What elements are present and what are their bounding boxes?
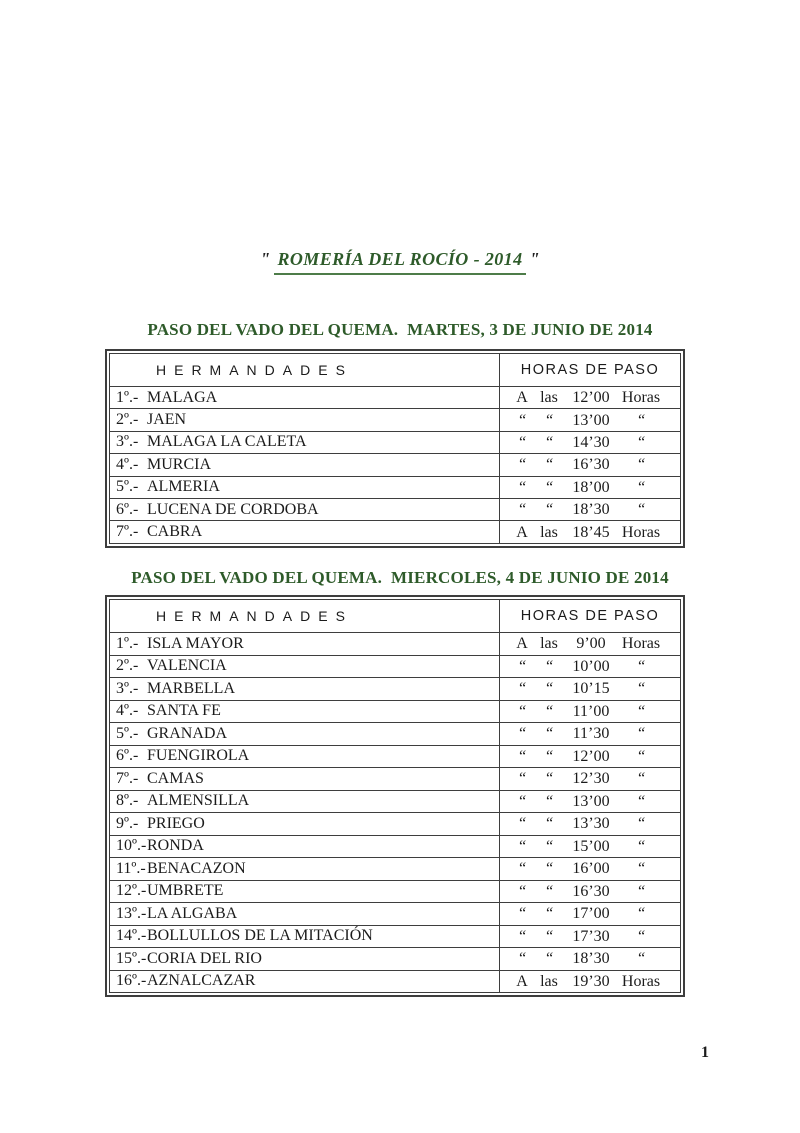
- time-prefix-las: “: [544, 927, 554, 945]
- row-ordinal: 2º.-: [116, 411, 139, 429]
- row-ordinal: 5º.-: [116, 478, 139, 496]
- row-ordinal: 5º.-: [116, 724, 139, 742]
- time-prefix-las: “: [544, 747, 554, 765]
- time-prefix-a: “: [517, 478, 527, 496]
- hermandad-cell: [110, 723, 500, 746]
- table-row: [110, 835, 681, 858]
- time-suffix-horas: “: [636, 792, 646, 810]
- time-cell: [500, 970, 681, 993]
- hermandad-cell: [110, 476, 500, 498]
- time-value: 11’00: [572, 702, 610, 720]
- time-prefix-a: “: [517, 725, 527, 743]
- row-ordinal: 3º.-: [116, 433, 139, 451]
- time-prefix-las: “: [544, 411, 554, 429]
- time-suffix-horas: “: [636, 501, 646, 519]
- table-row: [110, 880, 681, 903]
- time-box: [500, 791, 680, 812]
- time-suffix-horas: “: [636, 860, 646, 878]
- hermandad-name: MARBELLA: [147, 679, 235, 697]
- table-miercoles: [109, 599, 681, 993]
- time-box: [500, 522, 680, 543]
- hermandad-name: PRIEGO: [147, 814, 205, 832]
- time-cell: [500, 476, 681, 498]
- table-row: [110, 768, 681, 791]
- table-row: [110, 948, 681, 971]
- time-prefix-a: “: [517, 815, 527, 833]
- time-prefix-las: “: [544, 725, 554, 743]
- table-row: [110, 409, 681, 431]
- hermandad-cell: [110, 813, 500, 836]
- time-prefix-las: “: [544, 815, 554, 833]
- hermandad-cell: [110, 925, 500, 948]
- time-prefix-a: “: [517, 770, 527, 788]
- hermandad-cell: [110, 903, 500, 926]
- hermandad-name: JAEN: [147, 411, 187, 429]
- time-prefix-las: “: [544, 702, 554, 720]
- time-prefix-las: “: [544, 478, 554, 496]
- time-cell: [500, 723, 681, 746]
- table-row: [110, 454, 681, 476]
- hermandad-name: SANTA FE: [147, 702, 221, 720]
- time-prefix-las: “: [544, 950, 554, 968]
- column-header-horas-de-paso: HORAS DE PASO: [500, 354, 681, 387]
- time-suffix-horas: Horas: [621, 972, 661, 990]
- time-prefix-a: “: [517, 792, 527, 810]
- hermandad-cell: [110, 970, 500, 993]
- time-cell: [500, 498, 681, 520]
- time-suffix-horas: “: [636, 456, 646, 474]
- time-cell: [500, 925, 681, 948]
- time-prefix-a: A: [516, 389, 528, 407]
- hermandad-name: MALAGA: [147, 388, 218, 406]
- time-box: [500, 633, 680, 654]
- time-box: [500, 701, 680, 722]
- row-ordinal: 12º.-: [116, 882, 147, 900]
- row-ordinal: 14º.-: [116, 927, 147, 945]
- time-cell: [500, 387, 681, 409]
- time-value: 17’30: [572, 927, 610, 945]
- hermandad-name: FUENGIROLA: [147, 747, 250, 765]
- time-value: 16’30: [572, 456, 610, 474]
- hermandad-cell: [110, 790, 500, 813]
- title-text: ROMERÍA DEL ROCÍO - 2014: [274, 249, 527, 275]
- time-box: [500, 387, 680, 408]
- hermandad-cell: [110, 948, 500, 971]
- table-row: [110, 790, 681, 813]
- time-value: 18’00: [572, 478, 610, 496]
- time-prefix-a: “: [517, 433, 527, 451]
- hermandad-cell: [110, 498, 500, 520]
- time-suffix-horas: “: [636, 747, 646, 765]
- time-box: [500, 678, 680, 699]
- time-value: 12’00: [572, 747, 610, 765]
- time-suffix-horas: Horas: [621, 523, 661, 541]
- time-prefix-a: “: [517, 860, 527, 878]
- time-box: [500, 926, 680, 947]
- row-ordinal: 4º.-: [116, 702, 139, 720]
- time-prefix-las: las: [540, 523, 558, 541]
- time-suffix-horas: “: [636, 882, 646, 900]
- column-header-hermandades: HERMANDADES: [110, 354, 500, 387]
- table-row: [110, 970, 681, 993]
- hermandad-cell: [110, 409, 500, 431]
- time-prefix-las: “: [544, 657, 554, 675]
- time-prefix-las: “: [544, 905, 554, 923]
- time-prefix-las: “: [544, 501, 554, 519]
- time-box: [500, 813, 680, 834]
- time-cell: [500, 745, 681, 768]
- time-prefix-las: “: [544, 456, 554, 474]
- time-suffix-horas: “: [636, 411, 646, 429]
- table-row: [110, 521, 681, 543]
- time-suffix-horas: “: [636, 905, 646, 923]
- table-header-row: [110, 600, 681, 633]
- time-value: 18’30: [572, 501, 610, 519]
- hermandad-cell: [110, 454, 500, 476]
- time-box: [500, 836, 680, 857]
- time-suffix-horas: “: [636, 837, 646, 855]
- time-suffix-horas: “: [636, 657, 646, 675]
- time-prefix-a: “: [517, 501, 527, 519]
- time-cell: [500, 948, 681, 971]
- hermandad-cell: [110, 678, 500, 701]
- time-prefix-las: “: [544, 860, 554, 878]
- row-ordinal: 7º.-: [116, 523, 139, 541]
- time-suffix-horas: “: [636, 478, 646, 496]
- time-prefix-a: “: [517, 456, 527, 474]
- time-suffix-horas: “: [636, 680, 646, 698]
- row-ordinal: 2º.-: [116, 657, 139, 675]
- time-prefix-a: “: [517, 747, 527, 765]
- hermandad-name: ALMERIA: [147, 478, 220, 496]
- time-value: 12’00: [572, 389, 610, 407]
- row-ordinal: 11º.-: [116, 859, 146, 877]
- hermandad-cell: [110, 633, 500, 656]
- time-cell: [500, 655, 681, 678]
- time-suffix-horas: “: [636, 927, 646, 945]
- time-value: 12’30: [572, 770, 610, 788]
- time-box: [500, 903, 680, 924]
- hermandad-name: MURCIA: [147, 455, 212, 473]
- row-ordinal: 1º.-: [116, 634, 139, 652]
- table-row: [110, 678, 681, 701]
- time-value: 18’30: [572, 950, 610, 968]
- table-row: [110, 476, 681, 498]
- row-ordinal: 6º.-: [116, 747, 139, 765]
- row-ordinal: 1º.-: [116, 388, 139, 406]
- column-header-horas-de-paso: HORAS DE PASO: [500, 600, 681, 633]
- table-row: [110, 387, 681, 409]
- time-cell: [500, 409, 681, 431]
- hermandad-cell: [110, 431, 500, 453]
- time-cell: [500, 880, 681, 903]
- row-ordinal: 10º.-: [116, 837, 147, 855]
- time-cell: [500, 700, 681, 723]
- time-suffix-horas: “: [636, 950, 646, 968]
- table-row: [110, 903, 681, 926]
- time-box: [500, 948, 680, 969]
- hermandad-name: ISLA MAYOR: [147, 634, 244, 652]
- table-row: [110, 498, 681, 520]
- time-box: [500, 410, 680, 431]
- hermandad-cell: [110, 745, 500, 768]
- time-prefix-a: A: [516, 635, 528, 653]
- time-cell: [500, 813, 681, 836]
- time-prefix-las: las: [540, 972, 558, 990]
- table-row: [110, 858, 681, 881]
- table-row: [110, 925, 681, 948]
- hermandad-name: LUCENA DE CORDOBA: [147, 500, 319, 518]
- time-value: 16’30: [572, 882, 610, 900]
- time-prefix-a: “: [517, 927, 527, 945]
- time-prefix-las: “: [544, 792, 554, 810]
- row-ordinal: 13º.-: [116, 904, 147, 922]
- time-cell: [500, 633, 681, 656]
- row-ordinal: 6º.-: [116, 500, 139, 518]
- time-cell: [500, 521, 681, 543]
- hermandad-name: CABRA: [147, 523, 203, 541]
- hermandad-cell: [110, 655, 500, 678]
- time-prefix-a: “: [517, 702, 527, 720]
- time-cell: [500, 790, 681, 813]
- time-value: 10’00: [572, 657, 610, 675]
- row-ordinal: 9º.-: [116, 814, 139, 832]
- hermandad-cell: [110, 700, 500, 723]
- time-cell: [500, 903, 681, 926]
- document-title: [0, 249, 800, 270]
- column-header-hermandades: HERMANDADES: [110, 600, 500, 633]
- time-prefix-a: “: [517, 882, 527, 900]
- row-ordinal: 8º.-: [116, 792, 139, 810]
- hermandad-cell: [110, 521, 500, 543]
- hermandad-cell: [110, 768, 500, 791]
- time-value: 13’00: [572, 411, 610, 429]
- time-value: 17’00: [572, 905, 610, 923]
- time-value: 10’15: [572, 680, 610, 698]
- time-box: [500, 656, 680, 677]
- time-value: 14’30: [572, 433, 610, 451]
- time-suffix-horas: “: [636, 815, 646, 833]
- title-close-quote: ": [529, 249, 540, 269]
- time-cell: [500, 858, 681, 881]
- time-box: [500, 858, 680, 879]
- time-box: [500, 477, 680, 498]
- page-number: 1: [701, 1044, 709, 1061]
- time-prefix-a: “: [517, 950, 527, 968]
- hermandad-name: ALMENSILLA: [147, 792, 250, 810]
- table-row: [110, 633, 681, 656]
- time-prefix-a: “: [517, 680, 527, 698]
- time-suffix-horas: “: [636, 702, 646, 720]
- time-prefix-las: “: [544, 680, 554, 698]
- hermandad-name: CAMAS: [147, 769, 204, 787]
- time-suffix-horas: “: [636, 725, 646, 743]
- time-value: 13’30: [572, 815, 610, 833]
- hermandad-name: LA ALGABA: [147, 904, 238, 922]
- time-cell: [500, 454, 681, 476]
- hermandad-cell: [110, 880, 500, 903]
- time-box: [500, 881, 680, 902]
- row-ordinal: 15º.-: [116, 949, 147, 967]
- row-ordinal: 3º.-: [116, 679, 139, 697]
- time-prefix-a: “: [517, 837, 527, 855]
- table-row: [110, 813, 681, 836]
- time-suffix-horas: Horas: [621, 389, 661, 407]
- hermandad-name: RONDA: [147, 837, 204, 855]
- table-row: [110, 700, 681, 723]
- time-box: [500, 971, 680, 992]
- time-prefix-a: “: [517, 411, 527, 429]
- time-cell: [500, 768, 681, 791]
- time-suffix-horas: Horas: [621, 635, 661, 653]
- table-header-row: [110, 354, 681, 387]
- time-cell: [500, 431, 681, 453]
- time-box: [500, 454, 680, 475]
- hermandad-name: GRANADA: [147, 724, 227, 742]
- time-prefix-a: A: [516, 523, 528, 541]
- table-martes: [109, 353, 681, 544]
- time-value: 13’00: [572, 792, 610, 810]
- title-open-quote: ": [260, 249, 271, 269]
- hermandad-name: BENACAZON: [147, 859, 246, 877]
- table-row: [110, 431, 681, 453]
- time-box: [500, 768, 680, 789]
- section-heading-miercoles: PASO DEL VADO DEL QUEMA. MIERCOLES, 4 DE JUNIO DE 2014: [131, 568, 669, 587]
- time-cell: [500, 835, 681, 858]
- hermandad-name: CORIA DEL RIO: [147, 949, 262, 967]
- time-value: 11’30: [572, 725, 610, 743]
- time-cell: [500, 678, 681, 701]
- time-prefix-las: “: [544, 837, 554, 855]
- time-prefix-las: las: [540, 635, 558, 653]
- time-value: 19’30: [572, 972, 610, 990]
- time-prefix-las: “: [544, 770, 554, 788]
- hermandad-cell: [110, 858, 500, 881]
- schedule-table-martes: [105, 349, 685, 548]
- time-value: 9’00: [576, 635, 606, 653]
- hermandad-cell: [110, 387, 500, 409]
- time-box: [500, 432, 680, 453]
- time-prefix-las: “: [544, 882, 554, 900]
- time-suffix-horas: “: [636, 433, 646, 451]
- hermandad-name: MALAGA LA CALETA: [147, 433, 307, 451]
- hermandad-name: UMBRETE: [147, 882, 224, 900]
- time-prefix-las: “: [544, 433, 554, 451]
- row-ordinal: 7º.-: [116, 769, 139, 787]
- schedule-table-miercoles: [105, 595, 685, 997]
- time-box: [500, 746, 680, 767]
- table-row: [110, 723, 681, 746]
- hermandad-name: VALENCIA: [147, 657, 227, 675]
- time-prefix-a: “: [517, 657, 527, 675]
- time-prefix-a: “: [517, 905, 527, 923]
- table-row: [110, 745, 681, 768]
- time-box: [500, 499, 680, 520]
- time-value: 18’45: [572, 523, 610, 541]
- time-box: [500, 723, 680, 744]
- row-ordinal: 4º.-: [116, 455, 139, 473]
- hermandad-cell: [110, 835, 500, 858]
- time-value: 16’00: [572, 860, 610, 878]
- time-prefix-las: las: [540, 389, 558, 407]
- hermandad-name: BOLLULLOS DE LA MITACIÓN: [147, 927, 373, 945]
- time-prefix-a: A: [516, 972, 528, 990]
- table-row: [110, 655, 681, 678]
- time-suffix-horas: “: [636, 770, 646, 788]
- section-heading-martes: PASO DEL VADO DEL QUEMA. MARTES, 3 DE JUNIO DE 2014: [147, 320, 653, 339]
- hermandad-name: AZNALCAZAR: [147, 972, 256, 990]
- row-ordinal: 16º.-: [116, 972, 147, 990]
- time-value: 15’00: [572, 837, 610, 855]
